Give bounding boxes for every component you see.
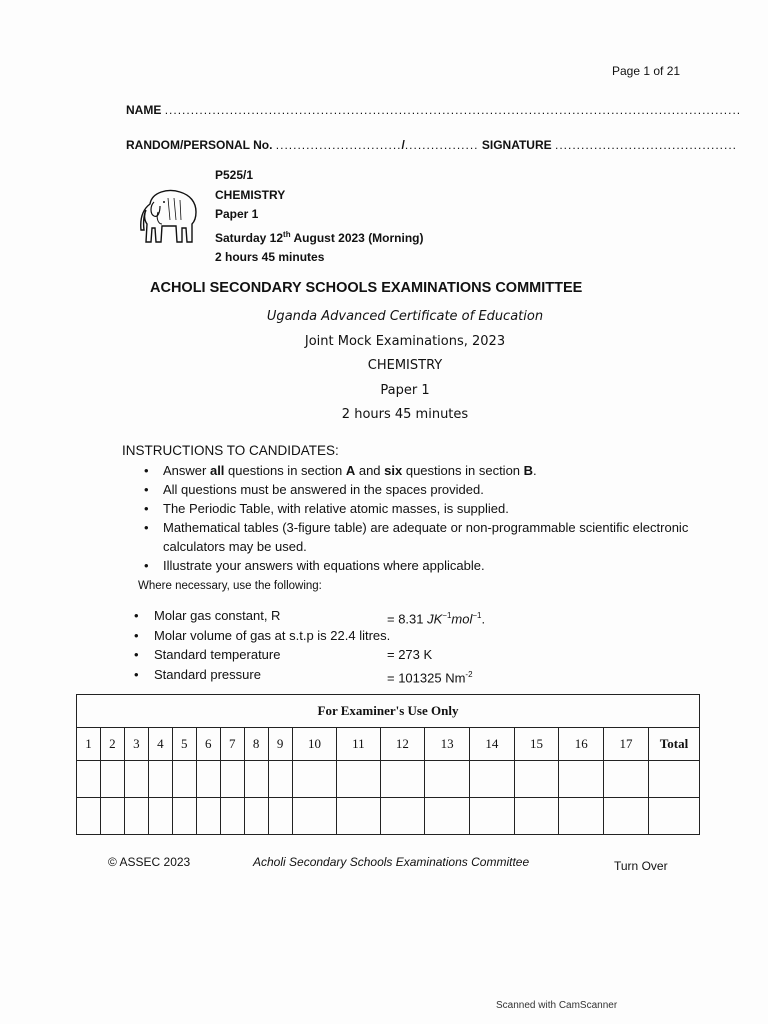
- certificate-title: Uganda Advanced Certificate of Education: [266, 309, 544, 324]
- instructions-list: [142, 461, 702, 575]
- page-number: Page 1 of 21: [612, 64, 681, 78]
- constant-value: = 8.31 $JK^{-1}mol^{-1}$.: [387, 611, 486, 627]
- instruction-item: • All questions must be answered in the spaces provided.: [142, 480, 702, 499]
- examiner-table: [76, 694, 700, 835]
- constant-value: = 273 K: [387, 647, 433, 662]
- constant-label: Standard pressure: [154, 666, 261, 682]
- question-number-cell: 4: [148, 728, 172, 761]
- total-header-cell: Total: [649, 728, 700, 761]
- paper-code: P525/1: [215, 168, 254, 182]
- footer-turn-over: Turn Over: [614, 859, 668, 873]
- question-number-cell: 14: [469, 728, 514, 761]
- question-number-cell: 7: [220, 728, 244, 761]
- question-number-cell: 1: [77, 728, 101, 761]
- question-number-cell: 17: [604, 728, 649, 761]
- name-input-line: .....................................................................................................................................: [164, 103, 742, 117]
- instructions-heading: INSTRUCTIONS TO CANDIDATES:: [122, 443, 339, 458]
- random-number-field-row: [126, 138, 737, 152]
- exam-duration: 2 hours 45 minutes: [341, 407, 469, 422]
- question-number-row: [77, 728, 700, 761]
- elephant-logo-icon: [140, 184, 200, 246]
- exam-name: Joint Mock Examinations, 2023: [304, 334, 506, 349]
- instruction-item: • Illustrate your answers with equations where applicable.: [142, 556, 702, 575]
- constant-item: [134, 606, 614, 626]
- score-row: [77, 761, 700, 798]
- scanner-watermark: Scanned with CamScanner: [496, 1000, 618, 1011]
- constants-intro: Where necessary, use the following:: [138, 580, 322, 592]
- name-label: NAME: [126, 103, 162, 117]
- instruction-item: • Mathematical tables (3-figure table) are adequate or non-programmable scientific electronic calculators may be used.: [142, 518, 702, 556]
- constant-item: [134, 645, 614, 665]
- question-number-cell: 6: [196, 728, 220, 761]
- question-number-cell: 12: [380, 728, 425, 761]
- constant-label: Molar gas constant, R: [154, 608, 281, 623]
- name-field-row: [126, 103, 741, 117]
- signature-line: ..........................................: [554, 138, 738, 152]
- footer-committee: Acholi Secondary Schools Examinations Committee: [253, 855, 530, 869]
- question-number-cell: 10: [292, 728, 337, 761]
- question-number-cell: 11: [337, 728, 380, 761]
- signature-label: SIGNATURE: [481, 138, 552, 152]
- constant-label: Standard temperature: [154, 647, 281, 662]
- footer-copyright: © ASSEC 2023: [108, 855, 191, 869]
- paper-number: Paper 1: [215, 207, 259, 221]
- random-number-label: RANDOM/PERSONAL No.: [126, 138, 273, 152]
- constant-item: [134, 665, 614, 685]
- exam-subject: CHEMISTRY: [367, 358, 443, 373]
- random-number-line: .............................: [275, 138, 402, 152]
- question-number-cell: 16: [559, 728, 604, 761]
- paper-subject: CHEMISTRY: [215, 187, 286, 202]
- constant-value: = 101325 $Nm^{-2}$: [387, 669, 473, 685]
- question-number-cell: 15: [514, 728, 559, 761]
- instruction-item: • Answer all questions in section A and six questions in section B.: [142, 461, 702, 480]
- constants-list: [134, 606, 614, 684]
- paper-date: Saturday 12th August 2023 (Morning): [215, 229, 424, 245]
- score-row: [77, 798, 700, 835]
- paper-duration: 2 hours 45 minutes: [215, 250, 325, 264]
- instruction-item: • The Periodic Table, with relative atomic masses, is supplied.: [142, 499, 702, 518]
- random-number-line-2: .................: [404, 138, 479, 152]
- question-number-cell: 13: [425, 728, 470, 761]
- random-number-slash: /: [401, 138, 405, 152]
- exam-paper: Paper 1: [380, 383, 430, 398]
- question-number-cell: 9: [268, 728, 292, 761]
- paper-meta-block: [215, 166, 424, 268]
- committee-title: ACHOLI SECONDARY SCHOOLS EXAMINATIONS COMMITTEE: [150, 280, 583, 296]
- constant-item: • Molar volume of gas at s.t.p is 22.4 litres.: [134, 626, 614, 646]
- question-number-cell: 8: [244, 728, 268, 761]
- question-number-cell: 2: [100, 728, 124, 761]
- examiner-table-title: For Examiner's Use Only: [77, 695, 700, 728]
- question-number-cell: 3: [124, 728, 148, 761]
- question-number-cell: 5: [172, 728, 196, 761]
